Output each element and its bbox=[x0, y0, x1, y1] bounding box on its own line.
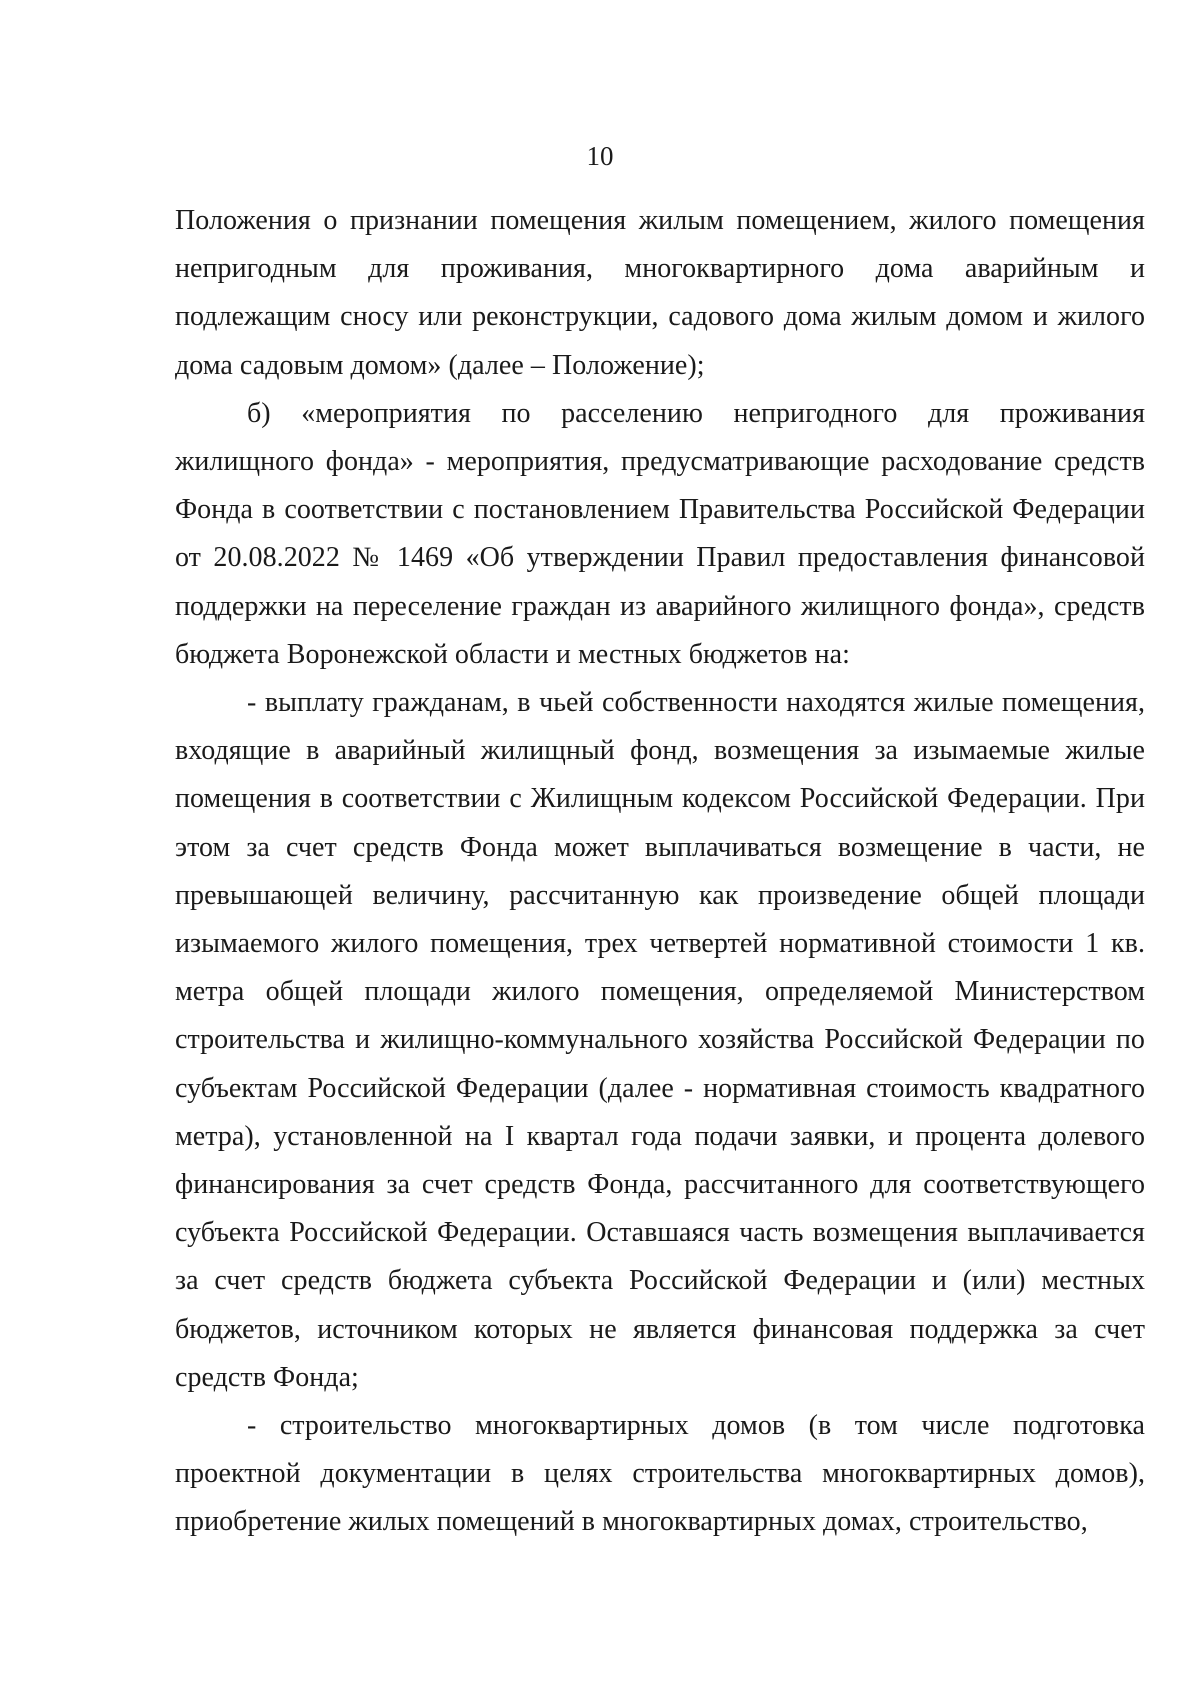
paragraph-continuation: Положения о признании помещения жилым помещением, жилого помещения непригодным для проживания, многоквартирного дома аварийным и подлежащим сносу или реконструкции, садового дома жилым домом и жилого дома садовым домом» (далее – Положение); bbox=[175, 205, 1145, 381]
paragraph-definition-b: б) «мероприятия по расселению непригодного для проживания жилищного фонда» - мероприятия, предусматривающие расходование средств Фонда в соответствии с постановлением Правительства Российской Федерации от 20.08.2022 № 1469 «Об утверждении Правил предоставления финансовой поддержки на переселение граждан из аварийного жилищного фонда», средств бюджета Воронежской области и местных бюджетов на: bbox=[175, 397, 1145, 670]
paragraph-construction: - строительство многоквартирных домов (в том числе подготовка проектной документации в целях строительства многоквартирных домов), приобретение жилых помещений в многоквартирных домах, строительство, bbox=[175, 1410, 1145, 1538]
document-body bbox=[175, 197, 1145, 1547]
page-number: 10 bbox=[586, 141, 614, 171]
paragraph-compensation-payment: - выплату гражданам, в чьей собственности находятся жилые помещения, входящие в аварийный жилищный фонд, возмещения за изымаемые жилые помещения в соответствии с Жилищным кодексом Российской Федерации. При этом за счет средств Фонда может выплачиваться возмещение в части, не превышающей величину, рассчитанную как произведение общей площади изымаемого жилого помещения, трех четвертей нормативной стоимости 1 кв. метра общей площади жилого помещения, определяемой Министерством строительства и жилищно-коммунального хозяйства Российской Федерации по субъектам Российской Федерации (далее - нормативная стоимость квадратного метра), установленной на I квартал года подачи заявки, и процента долевого финансирования за счет средств Фонда, рассчитанного для соответствующего субъекта Российской Федерации. Оставшаяся часть возмещения выплачивается за счет средств бюджета субъекта Российской Федерации и (или) местных бюджетов, источником которых не является финансовая поддержка за счет средств Фонда; bbox=[175, 687, 1145, 1393]
